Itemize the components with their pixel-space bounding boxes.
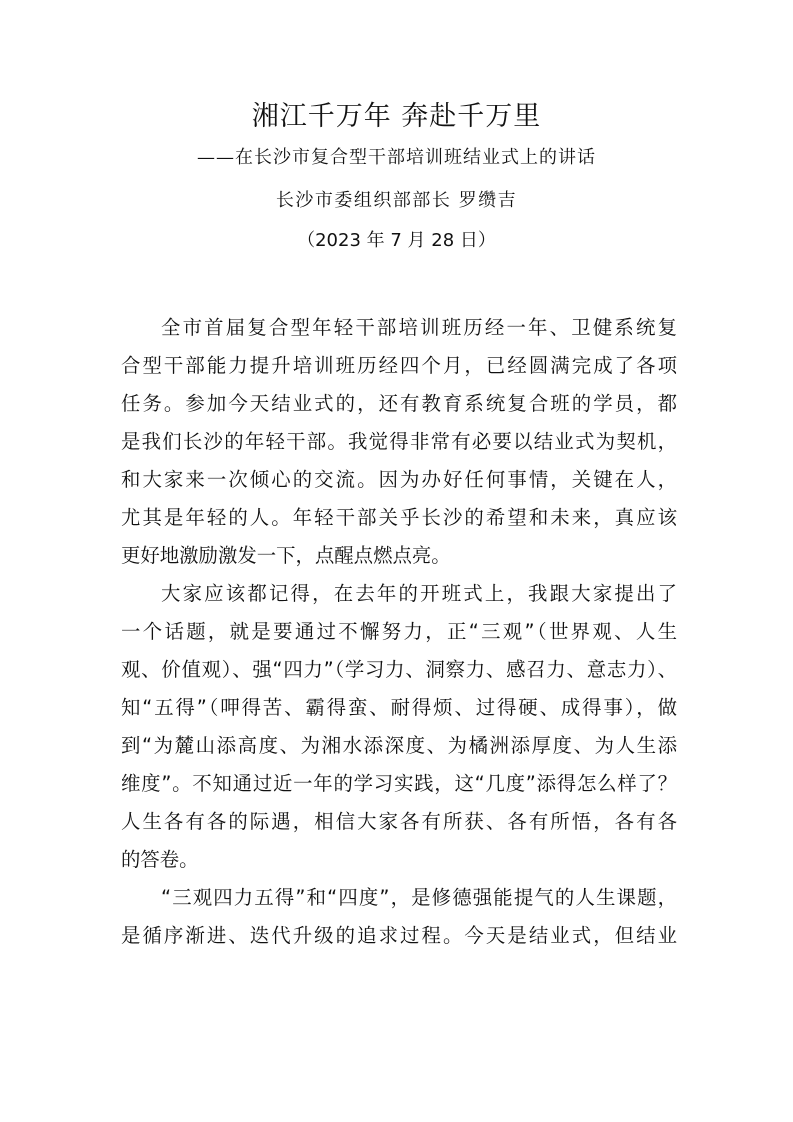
text-line: 知“五得”（呷得苦、霸得蛮、耐得烦、过得硬、成得事），做 [121, 696, 677, 719]
text-line: 全市首届复合型年轻干部培训班历经一年、卫健系统复 [161, 316, 677, 339]
text-line: 的答卷。 [121, 848, 199, 871]
text-line: 更好地激励激发一下，点醒点燃点亮。 [121, 544, 451, 567]
document-body [121, 309, 677, 955]
text-line: 一个话题，就是要通过不懈努力，正“三观”（世界观、人生 [121, 620, 677, 643]
text-line: 是我们长沙的年轻干部。我觉得非常有必要以结业式为契机， [121, 430, 677, 453]
text-line: 维度”。不知通过近一年的学习实践，这“几度”添得怎么样了？ [121, 772, 677, 795]
paragraph-1 [121, 309, 677, 575]
paragraph-3 [121, 879, 677, 955]
text-line: 观、价值观）、强“四力”（学习力、洞察力、感召力、意志力）、 [121, 658, 677, 681]
text-line: “三观四力五得”和“四度”，是修德强能提气的人生课题， [161, 886, 677, 909]
document-title: 湘江千万年 奔赴千万里 [251, 101, 542, 132]
text-line: 是循序渐进、迭代升级的追求过程。今天是结业式，但结业 [121, 924, 677, 947]
document-author: 长沙市委组织部部长 罗缵吉 [275, 190, 518, 211]
paragraph-2 [121, 575, 677, 879]
text-line: 到“为麓山添高度、为湘水添深度、为橘洲添厚度、为人生添 [121, 734, 677, 757]
document-subtitle: ——在长沙市复合型干部培训班结业式上的讲话 [197, 147, 596, 168]
text-line: 合型干部能力提升培训班历经四个月，已经圆满完成了各项 [121, 354, 677, 377]
text-line: 尤其是年轻的人。年轻干部关乎长沙的希望和未来，真应该 [121, 506, 677, 529]
text-line: 和大家来一次倾心的交流。因为办好任何事情，关键在人， [121, 468, 677, 491]
text-line: 人生各有各的际遇，相信大家各有所获、各有所悟，各有各 [121, 810, 677, 833]
document-date: （2023 年 7 月 28 日） [297, 230, 496, 251]
text-line: 大家应该都记得，在去年的开班式上，我跟大家提出了 [161, 582, 677, 605]
text-line: 任务。参加今天结业式的，还有教育系统复合班的学员，都 [121, 392, 677, 415]
